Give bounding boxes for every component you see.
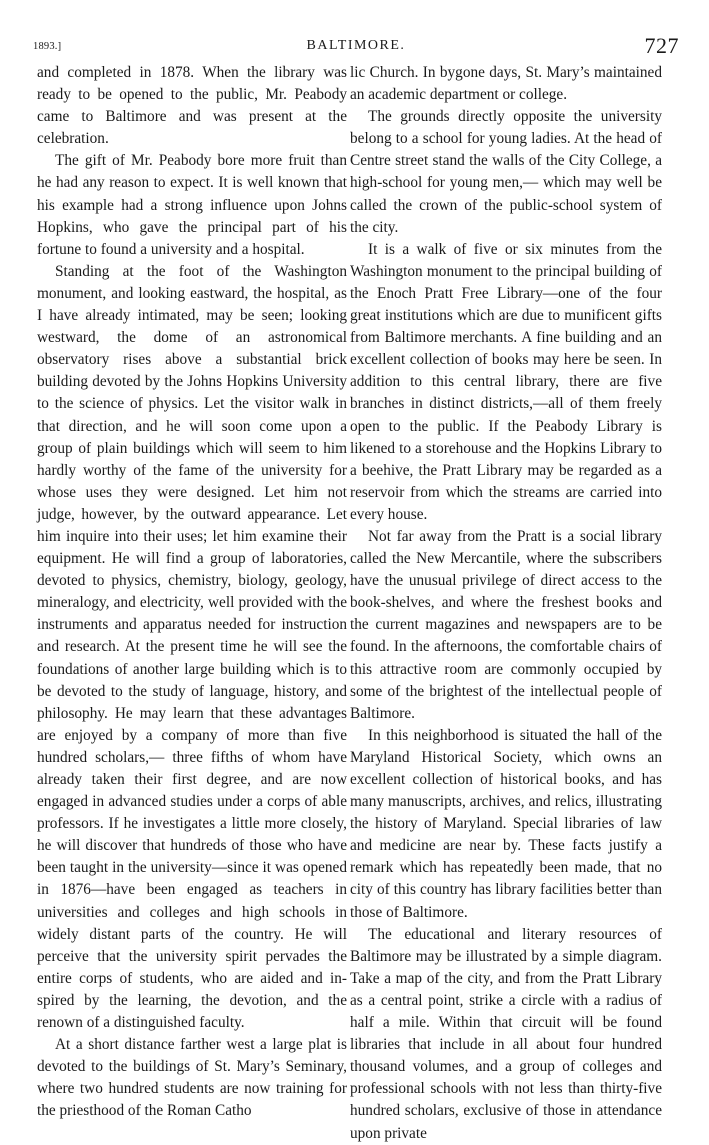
- paragraph: It is a walk of five or six minutes from the Washington monument to the principal building of the Enoch Pratt Free Library—one of the four great institutions which are due to munificent gifts from Baltimore merchants. A fine building and an excellent collection of books may here be seen. In addition to this central library, there are five branches in distinct districts,—all of them freely open to the public. If the Peabody Library is likened to a storehouse and the Hopkins Library to a beehive, the Pratt Library may be regarded as a reservoir from which the streams are carried into every house.: [350, 240, 662, 523]
- paragraph: The grounds directly opposite the university belong to a school for young ladies. At the head of Centre street stand the walls of the City College, a high-school for young men,— which may well be called the crown of the public-school system of the city.: [350, 108, 662, 236]
- left-column: [37, 62, 347, 1123]
- paragraph: Not far away from the Pratt is a social library called the New Mercantile, where the subscribers have the unusual privilege of direct access to the book-shelves, and where the freshest books and the current magazines and newspapers are to be found. In the afternoons, the comfortable chairs of this attractive room are commonly occupied by some of the brightest of the intellectual people of Baltimore.: [350, 527, 662, 722]
- page-number: 727: [644, 33, 679, 58]
- paragraph: The educational and literary resources of Baltimore may be illustrated by a simple diagram. Take a map of the city, and from the Pratt Library as a central point, strike a circle with a radius of half a mile. Within that circuit will be found libraries that include in all about four hundred thousand volumes, and a group of colleges and professional schools with not less than thirty-five hundred scholars, exclusive of those in attendance upon private: [350, 925, 662, 1142]
- right-column: [350, 62, 662, 1145]
- paragraph: and completed in 1878. When the library was ready to be opened to the public, Mr. Peabody came to Baltimore and was present at the celebration.: [37, 64, 347, 148]
- paragraph: At a short distance farther west a large plat is devoted to the buildings of St. Mary’s Seminary, where two hundred students are now training for the priesthood of the Roman Catho: [37, 1036, 347, 1120]
- header-title: BALTIMORE.: [306, 38, 406, 53]
- header-date: 1893.]: [33, 41, 62, 52]
- paragraph: In this neighborhood is situated the hall of the Maryland Historical Society, which owns an excellent collection of historical books, and has many manuscripts, archives, and relics, illustrating the history of Maryland. Special libraries of law and medicine are near by. These facts justify a remark which has repeatedly been made, that no city of this country has library facilities better than those of Baltimore.: [350, 726, 662, 921]
- paragraph: Standing at the foot of the Washington monument, and looking eastward, the hospital, as I have already intimated, may be seen; looking westward, the dome of an astronomical observatory rises above a substantial brick building devoted by the Johns Hopkins University to the science of physics. Let the visitor walk in that direction, and he will soon come upon a group of plain buildings which will seem to him hardly worthy of the fame of the university for whose uses they were designed. Let him not judge, however, by the outward appearance. Let him inquire into their uses; let him examine their equipment. He will find a group of laboratories, devoted to physics, chemistry, biology, geology, mineralogy, and electricity, well provided with the instruments and apparatus needed for instruction and research. At the present time he will see the foundations of another large building which is to be devoted to the study of language, history, and philosophy. He may learn that these advantages are enjoyed by a company of more than five hundred scholars,— three fifths of whom have already taken their first degree, and are now engaged in advanced studies under a corps of able professors. If he investigates a little more closely, he will discover that hundreds of those who have been taught in the university—since it was opened in 1876—have been engaged as teachers in universities and colleges and high schools in widely distant parts of the country. He will perceive that the university spirit pervades the entire corps of students, who are aided and inspired by the learning, the devotion, and the renown of a distinguished faculty.: [37, 262, 347, 1032]
- running-header: [33, 33, 679, 60]
- paragraph: lic Church. In bygone days, St. Mary’s maintained an academic department or college.: [350, 64, 662, 104]
- paragraph: The gift of Mr. Peabody bore more fruit than he had any reason to expect. It is well known that his example had a strong influence upon Johns Hopkins, who gave the principal part of his fortune to found a university and a hospital.: [37, 152, 347, 258]
